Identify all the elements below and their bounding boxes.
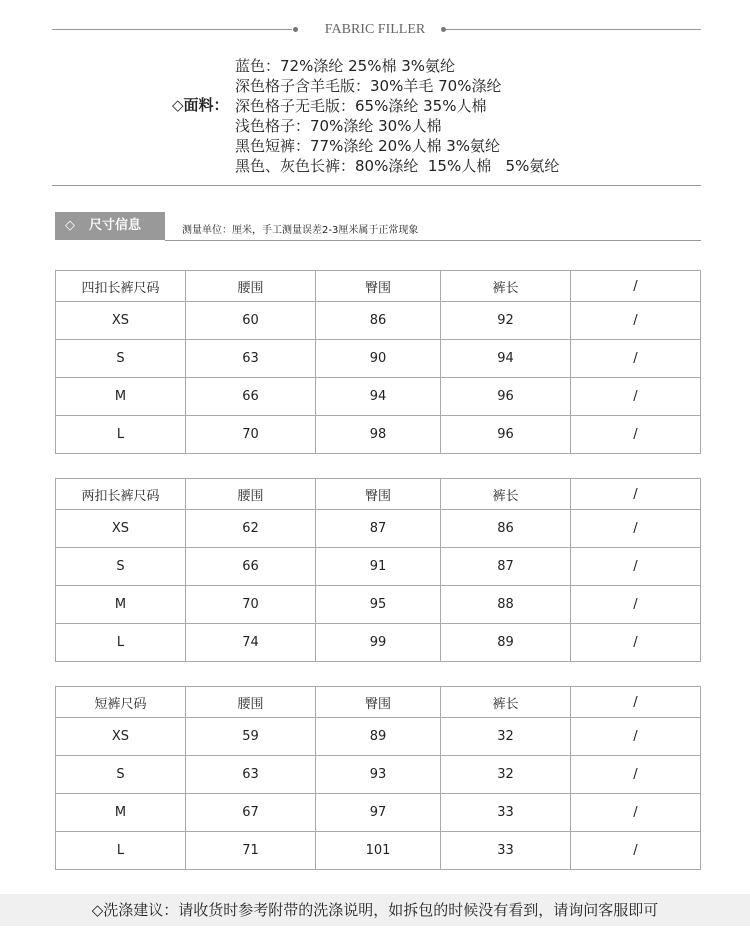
fabric-line: 浅色格子：70%涤纶 30%人棉: [235, 117, 442, 135]
table-cell: 97: [316, 794, 441, 832]
table-cell: /: [571, 548, 701, 586]
table-cell: 87: [316, 510, 441, 548]
table-cell: 63: [186, 340, 316, 378]
table-cell: 86: [441, 510, 571, 548]
divider: [446, 29, 701, 30]
fabric-label: ◇面料：: [172, 96, 229, 114]
table-row: [56, 832, 701, 870]
table-cell: L: [56, 832, 186, 870]
table-cell: 33: [441, 794, 571, 832]
column-header: 裤长: [441, 687, 571, 718]
column-header: 裤长: [441, 479, 571, 510]
table-cell: L: [56, 624, 186, 662]
column-header: 臀围: [316, 687, 441, 718]
table-row: [56, 340, 701, 378]
table-cell: 99: [316, 624, 441, 662]
bullet-dot: [293, 27, 298, 32]
table-row: [56, 548, 701, 586]
table-cell: 89: [441, 624, 571, 662]
column-header: 两扣长裤尺码: [56, 479, 186, 510]
table-cell: 93: [316, 756, 441, 794]
table-cell: 70: [186, 416, 316, 454]
table-cell: 88: [441, 586, 571, 624]
table-cell: 92: [441, 302, 571, 340]
size-table-shorts: [55, 686, 701, 870]
column-header: 腰围: [186, 479, 316, 510]
table-cell: 94: [441, 340, 571, 378]
table-cell: 87: [441, 548, 571, 586]
table-row: [56, 756, 701, 794]
table-cell: /: [571, 302, 701, 340]
divider: [52, 29, 292, 30]
table-cell: 32: [441, 718, 571, 756]
table-row: [56, 302, 701, 340]
washing-advice: ◇洗涤建议：请收货时参考附带的洗涤说明，如拆包的时候没有看到，请询问客服即可: [0, 894, 750, 926]
table-cell: /: [571, 624, 701, 662]
fabric-title: FABRIC FILLER: [324, 22, 426, 37]
table-cell: 96: [441, 378, 571, 416]
table-row: [56, 624, 701, 662]
table-cell: 89: [316, 718, 441, 756]
size-table-two-button-trousers: [55, 478, 701, 662]
table-cell: /: [571, 378, 701, 416]
table-header-row: [56, 687, 701, 718]
table-cell: 95: [316, 586, 441, 624]
column-header: 腰围: [186, 271, 316, 302]
size-table-four-button-trousers: [55, 270, 701, 454]
column-header: 裤长: [441, 271, 571, 302]
column-header: 腰围: [186, 687, 316, 718]
table-cell: 62: [186, 510, 316, 548]
table-row: [56, 586, 701, 624]
table-cell: 59: [186, 718, 316, 756]
diamond-icon: ◇: [65, 218, 75, 233]
size-info-tag: [55, 212, 165, 240]
table-cell: /: [571, 832, 701, 870]
table-cell: S: [56, 548, 186, 586]
table-cell: 32: [441, 756, 571, 794]
table-cell: 70: [186, 586, 316, 624]
fabric-line: 深色格子无毛版：65%涤纶 35%人棉: [235, 97, 487, 115]
table-cell: 33: [441, 832, 571, 870]
column-header: 臀围: [316, 271, 441, 302]
table-cell: XS: [56, 718, 186, 756]
table-row: [56, 510, 701, 548]
table-cell: 71: [186, 832, 316, 870]
table-cell: XS: [56, 510, 186, 548]
table-row: [56, 378, 701, 416]
table-cell: 98: [316, 416, 441, 454]
column-header: /: [571, 479, 701, 510]
table-cell: 86: [316, 302, 441, 340]
table-header-row: [56, 479, 701, 510]
table-cell: M: [56, 378, 186, 416]
table-cell: 94: [316, 378, 441, 416]
table-cell: /: [571, 510, 701, 548]
table-row: [56, 416, 701, 454]
table-cell: S: [56, 756, 186, 794]
table-cell: 74: [186, 624, 316, 662]
divider: [52, 185, 701, 186]
column-header: /: [571, 271, 701, 302]
column-header: /: [571, 687, 701, 718]
table-cell: 66: [186, 378, 316, 416]
table-cell: XS: [56, 302, 186, 340]
table-row: [56, 718, 701, 756]
fabric-line: 蓝色：72%涤纶 25%棉 3%氨纶: [235, 57, 456, 75]
table-cell: L: [56, 416, 186, 454]
table-cell: /: [571, 416, 701, 454]
table-cell: M: [56, 794, 186, 832]
column-header: 四扣长裤尺码: [56, 271, 186, 302]
column-header: 短裤尺码: [56, 687, 186, 718]
table-cell: 91: [316, 548, 441, 586]
size-info-title: 尺寸信息: [89, 218, 142, 233]
table-cell: M: [56, 586, 186, 624]
divider: [165, 240, 701, 241]
table-row: [56, 794, 701, 832]
table-cell: /: [571, 794, 701, 832]
measurement-note: 测量单位：厘米，手工测量误差2-3厘米属于正常现象: [182, 225, 419, 236]
table-cell: /: [571, 718, 701, 756]
fabric-line: 深色格子含羊毛版：30%羊毛 70%涤纶: [235, 77, 502, 95]
table-cell: 63: [186, 756, 316, 794]
table-cell: 96: [441, 416, 571, 454]
fabric-line: 黑色、灰色长裤：80%涤纶 15%人棉 5%氨纶: [235, 157, 560, 175]
column-header: 臀围: [316, 479, 441, 510]
table-cell: /: [571, 586, 701, 624]
fabric-composition-list: [235, 56, 559, 176]
table-cell: 90: [316, 340, 441, 378]
table-cell: 66: [186, 548, 316, 586]
table-cell: /: [571, 340, 701, 378]
table-cell: 101: [316, 832, 441, 870]
table-header-row: [56, 271, 701, 302]
table-cell: 60: [186, 302, 316, 340]
table-cell: S: [56, 340, 186, 378]
fabric-line: 黑色短裤：77%涤纶 20%人棉 3%氨纶: [235, 137, 501, 155]
table-cell: 67: [186, 794, 316, 832]
table-cell: /: [571, 756, 701, 794]
